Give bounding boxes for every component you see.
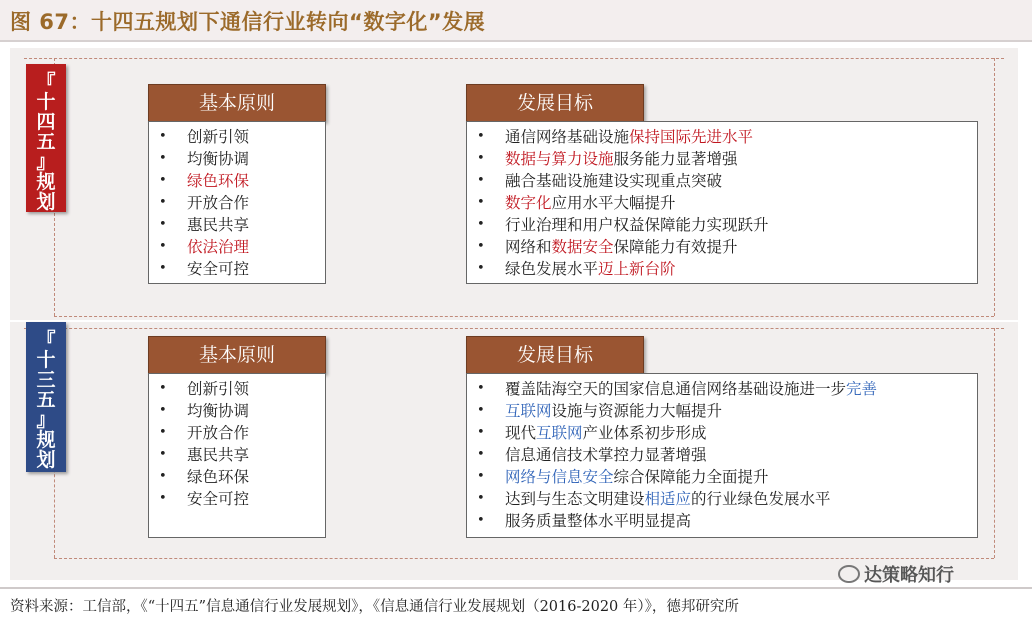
list-item: [149, 126, 325, 148]
list-item-text: 行业治理和用户权益保障能力实现跃升: [505, 216, 769, 234]
list-item: [149, 170, 325, 192]
list-item-text: 保障能力有效提升: [613, 238, 738, 256]
list-item-text: 网络和: [505, 238, 552, 256]
list-item: [149, 444, 325, 466]
list-item-text: 应用水平大幅提升: [551, 194, 676, 212]
list-item-text: 综合保障能力全面提升: [613, 468, 769, 486]
list-item-text: 信息通信技术掌控力显著增强: [505, 446, 707, 464]
list-item: [467, 258, 977, 280]
plan13-label: [26, 322, 66, 472]
list-item-text: 绿色环保: [187, 468, 250, 486]
list-item-text: 均衡协调: [187, 150, 250, 168]
list-item: [467, 126, 977, 148]
dashed-divider: [54, 558, 994, 559]
watermark-text: 达策略知行: [864, 565, 954, 586]
list-item: [467, 422, 977, 444]
plan13-goals-header: 发展目标: [466, 336, 644, 374]
list-item: [149, 422, 325, 444]
label-char: 划: [36, 449, 56, 471]
list-item-text: 服务能力显著增强: [613, 150, 738, 168]
plan14-label: [26, 64, 66, 212]
plan13-principles-list: [148, 373, 326, 538]
dashed-divider: [24, 328, 1004, 329]
plan13-principles-header: 基本原则: [148, 336, 326, 374]
chat-bubble-icon: [838, 565, 860, 583]
dashed-divider: [54, 316, 994, 317]
list-item-text: 网络与信息安全: [505, 468, 614, 486]
list-item: [149, 400, 325, 422]
list-item: [149, 466, 325, 488]
list-item: [467, 192, 977, 214]
list-item-text: 互联网: [536, 424, 583, 442]
label-char: 十: [36, 91, 56, 113]
list-item: [149, 192, 325, 214]
list-item: [467, 148, 977, 170]
list-item-text: 惠民共享: [187, 216, 250, 234]
list-item-text: 产业体系初步形成: [582, 424, 707, 442]
list-item-text: 的行业绿色发展水平: [691, 490, 831, 508]
label-char: 四: [36, 111, 56, 133]
label-char: 』: [36, 409, 56, 431]
footer-divider: [0, 587, 1032, 589]
list-item-text: 绿色环保: [187, 172, 250, 190]
list-item-text: 融合基础设施建设实现重点突破: [505, 172, 723, 190]
label-char: 『: [36, 329, 56, 351]
label-char: 规: [36, 429, 56, 451]
list-item: [149, 236, 325, 258]
dashed-divider: [24, 58, 1004, 59]
list-item: [467, 444, 977, 466]
list-item-text: 安全可控: [187, 490, 250, 508]
list-item-text: 数据安全: [551, 238, 614, 256]
list-item: [149, 378, 325, 400]
plan14-panel: [10, 48, 1018, 320]
list-item: [149, 258, 325, 280]
list-item: [467, 236, 977, 258]
plan13-panel: [10, 322, 1018, 580]
label-char: 』: [36, 151, 56, 173]
list-item: [467, 400, 977, 422]
plan14-principles-header: 基本原则: [148, 84, 326, 122]
list-item-text: 设施与资源能力大幅提升: [551, 402, 723, 420]
watermark: [838, 561, 954, 587]
list-item-text: 通信网络基础设施: [505, 128, 630, 146]
dashed-divider: [994, 328, 995, 558]
list-item-text: 覆盖陆海空天的国家信息通信网络基础设施进一步: [505, 380, 847, 398]
list-item-text: 创新引领: [187, 380, 250, 398]
plan14-principles-list: [148, 121, 326, 284]
list-item-text: 互联网: [505, 402, 552, 420]
label-char: 『: [36, 71, 56, 93]
label-char: 规: [36, 171, 56, 193]
list-item-text: 绿色发展水平: [505, 260, 599, 278]
list-item: [467, 510, 977, 532]
list-item-text: 服务质量整体水平明显提高: [505, 512, 692, 530]
list-item: [149, 148, 325, 170]
plan14-goals-header: 发展目标: [466, 84, 644, 122]
label-char: 十: [36, 349, 56, 371]
list-item-text: 惠民共享: [187, 446, 250, 464]
source-note: 资料来源：工信部，《“十四五”信息通信行业发展规划》，《信息通信行业发展规划（2016-2020 年）》，德邦研究所: [10, 599, 739, 615]
list-item-text: 达到与生态文明建设: [505, 490, 645, 508]
list-item: [467, 170, 977, 192]
dashed-divider: [994, 58, 995, 316]
list-item-text: 开放合作: [187, 194, 250, 212]
list-item: [467, 466, 977, 488]
label-char: 五: [36, 131, 56, 153]
plan14-goals-list: [466, 121, 978, 284]
list-item-text: 迈上新台阶: [598, 260, 676, 278]
figure-title: 图 67：十四五规划下通信行业转向“数字化”发展: [10, 10, 486, 34]
plan13-goals-list: [466, 373, 978, 538]
list-item: [467, 214, 977, 236]
label-char: 五: [36, 389, 56, 411]
list-item: [149, 488, 325, 510]
title-bar: [0, 0, 1032, 42]
list-item-text: 现代: [505, 424, 537, 442]
list-item: [467, 378, 977, 400]
list-item: [149, 214, 325, 236]
list-item-text: 安全可控: [187, 260, 250, 278]
list-item-text: 创新引领: [187, 128, 250, 146]
list-item-text: 相适应: [644, 490, 692, 508]
list-item-text: 开放合作: [187, 424, 250, 442]
list-item-text: 完善: [846, 380, 878, 398]
list-item: [467, 488, 977, 510]
label-char: 三: [36, 369, 56, 391]
list-item-text: 数据与算力设施: [505, 150, 614, 168]
list-item-text: 依法治理: [187, 238, 250, 256]
list-item-text: 均衡协调: [187, 402, 250, 420]
list-item-text: 数字化: [505, 194, 552, 212]
list-item-text: 保持国际先进水平: [629, 128, 754, 146]
label-char: 划: [36, 191, 56, 213]
